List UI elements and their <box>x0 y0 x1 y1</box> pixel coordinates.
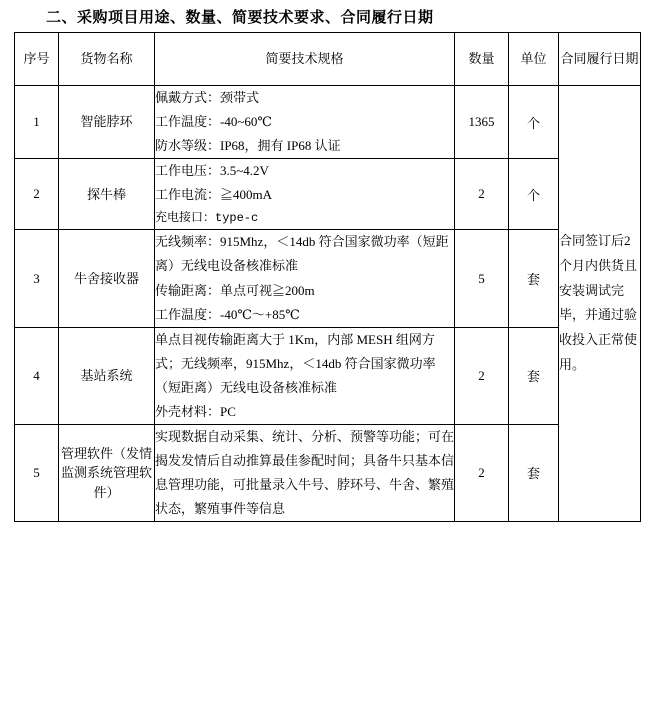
spec-line: 工作电流：≧400mA <box>155 187 273 203</box>
cell-no: 5 <box>15 424 59 521</box>
header-cell-spec: 简要技术规格 <box>155 33 455 86</box>
cell-unit: 套 <box>509 230 559 327</box>
cell-qty: 2 <box>455 327 509 424</box>
procurement-spec-table <box>14 32 641 522</box>
table-row <box>15 327 641 424</box>
cell-delivery-date: 合同签订后2个月内供货且安装调试完毕，并通过验收投入正常使用。 <box>559 86 641 522</box>
spec-line: 传输距离：单点可视≧200m <box>155 282 315 298</box>
header-cell-no: 序号 <box>15 33 59 86</box>
spec-line: 单点目视传输距离大于 1Km，内部 MESH 组网方式；无线频率，915Mhz，＜14db 符合国家微功率（短距离）无线电设备核准标准 <box>155 331 436 395</box>
cell-qty: 2 <box>455 424 509 521</box>
cell-name: 探牛棒 <box>59 159 155 230</box>
cell-name: 智能脖环 <box>59 86 155 159</box>
header-cell-qty: 数量 <box>455 33 509 86</box>
header-cell-date: 合同履行日期 <box>559 33 641 86</box>
cell-spec <box>155 86 455 159</box>
cell-name: 基站系统 <box>59 327 155 424</box>
cell-unit: 套 <box>509 424 559 521</box>
cell-name: 管理软件（发情监测系统管理软件） <box>59 424 155 521</box>
cell-spec <box>155 159 455 230</box>
spec-line: 实现数据自动采集、统计、分析、预警等功能；可在揭发发情后自动推算最佳参配时间；具备牛只基本信息管理功能，可批量录入牛号、脖环号、牛舍、繁殖状态，繁殖事件等信息 <box>155 428 455 516</box>
cell-no: 4 <box>15 327 59 424</box>
spec-line: 充电接口：type-c <box>155 211 259 226</box>
table-row <box>15 159 641 230</box>
cell-qty: 1365 <box>455 86 509 159</box>
cell-unit: 个 <box>509 159 559 230</box>
cell-no: 2 <box>15 159 59 230</box>
spec-line: 工作温度：-40~60℃ <box>155 114 272 130</box>
cell-qty: 5 <box>455 230 509 327</box>
table-row <box>15 86 641 159</box>
cell-no: 3 <box>15 230 59 327</box>
spec-line: 佩戴方式：颈带式 <box>155 90 260 105</box>
cell-qty: 2 <box>455 159 509 230</box>
spec-line: 无线频率：915Mhz，＜14db 符合国家微功率（短距离）无线电设备核准标准 <box>155 234 449 274</box>
cell-spec <box>155 230 455 327</box>
spec-line: 工作电压：3.5~4.2V <box>155 163 269 179</box>
section-heading: 二、采购项目用途、数量、简要技术要求、合同履行日期 <box>46 10 434 26</box>
header-cell-unit: 单位 <box>509 33 559 86</box>
cell-unit: 套 <box>509 327 559 424</box>
cell-unit: 个 <box>509 86 559 159</box>
cell-name: 牛舍接收器 <box>59 230 155 327</box>
spec-line: 工作温度：-40℃～+85℃ <box>155 306 300 322</box>
spec-line: 外壳材料：PC <box>155 403 236 419</box>
header-cell-name: 货物名称 <box>59 33 155 86</box>
cell-spec <box>155 424 455 521</box>
cell-no: 1 <box>15 86 59 159</box>
cell-spec <box>155 327 455 424</box>
table-row <box>15 424 641 521</box>
spec-line: 防水等级：IP68，拥有 IP68 认证 <box>155 138 341 154</box>
table-row <box>15 230 641 327</box>
table-header-row <box>15 33 641 86</box>
